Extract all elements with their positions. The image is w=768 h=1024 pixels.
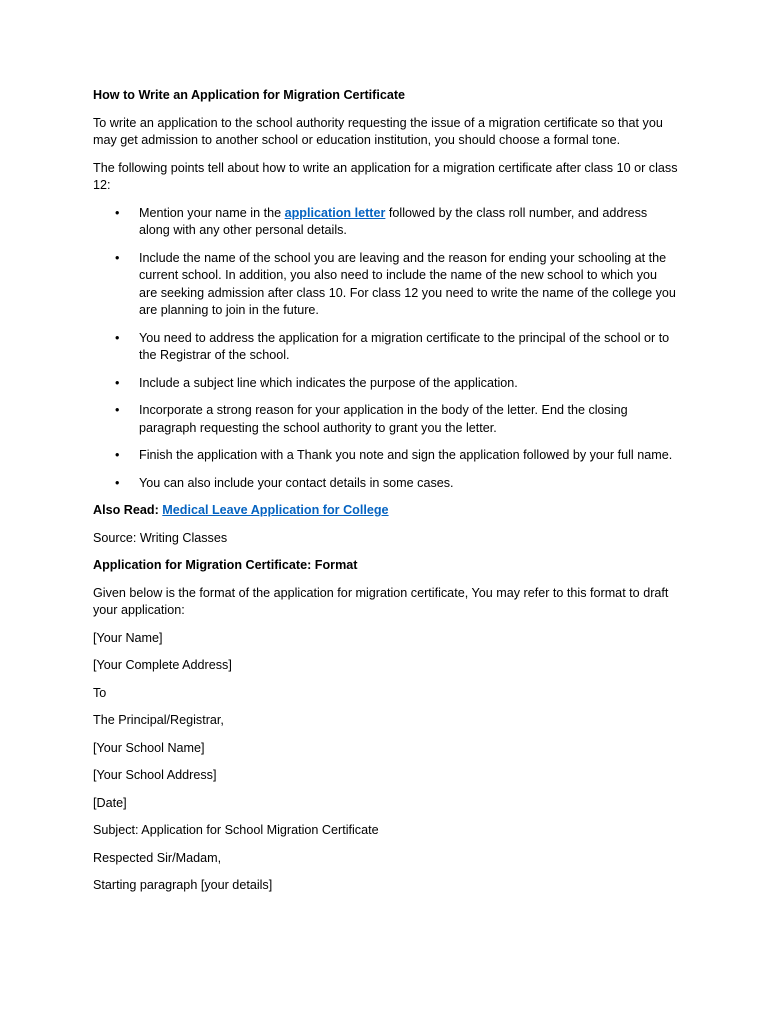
bullet-icon: • xyxy=(115,250,120,265)
format-line-name: [Your Name] xyxy=(93,630,163,645)
bullet-icon: • xyxy=(115,448,120,462)
list-item xyxy=(115,205,678,240)
list-item xyxy=(115,402,678,437)
format-line-school-name: [Your School Name] xyxy=(93,740,205,755)
format-line-to: To xyxy=(93,685,107,700)
source-line: Source: Writing Classes xyxy=(93,530,228,545)
list-item-text: followed by the class roll number, and address along with any other personal details. xyxy=(139,205,648,237)
list-item-text: Mention your name in the xyxy=(139,205,285,220)
list-item xyxy=(115,375,678,393)
list-item-text: Include a subject line which indicates the purpose of the application. xyxy=(139,375,518,390)
also-read-label: Also Read: xyxy=(93,503,163,517)
list-item xyxy=(115,475,678,493)
list-item-text: You can also include your contact details in some cases. xyxy=(139,475,454,490)
list-item xyxy=(115,330,678,365)
format-line-starting-paragraph: Starting paragraph [your details] xyxy=(93,878,273,892)
application-letter-link[interactable]: application letter xyxy=(284,205,386,220)
bullet-icon: • xyxy=(115,475,120,490)
also-read-line xyxy=(93,502,678,520)
document-page xyxy=(93,87,678,905)
medical-leave-link[interactable]: Medical Leave Application for College xyxy=(162,503,389,517)
format-line-address: [Your Complete Address] xyxy=(93,658,232,672)
points-list xyxy=(93,205,678,493)
list-item-text: Finish the application with a Thank you note and sign the application followed by your full name. xyxy=(139,448,673,462)
bullet-icon: • xyxy=(115,403,120,417)
format-line-date: [Date] xyxy=(93,795,127,810)
list-item-text: You need to address the application for a migration certificate to the principal of the school or to the Registrar of the school. xyxy=(139,330,670,362)
list-item xyxy=(115,447,678,465)
format-line-subject: Subject: Application for School Migration Certificate xyxy=(93,823,379,837)
intro-paragraph: To write an application to the school authority requesting the issue of a migration certificate so that you may get admission to another school or education institution, you should choose a formal tone. xyxy=(93,115,663,147)
list-item-text: Include the name of the school you are leaving and the reason for ending your schooling at the current school. In addition, you also need to include the name of the new school to which you are seeking admission after class 10. For class 12 you need to write the name of the college you are planning to join in the future. xyxy=(139,250,676,317)
bullet-icon: • xyxy=(115,330,120,345)
points-intro-paragraph: The following points tell about how to write an application for a migration certificate after class 10 or class 12: xyxy=(93,160,678,192)
bullet-icon: • xyxy=(115,205,120,220)
list-item xyxy=(115,250,678,320)
format-heading: Application for Migration Certificate: Format xyxy=(93,558,358,572)
bullet-icon: • xyxy=(115,375,120,390)
list-item-text: Incorporate a strong reason for your application in the body of the letter. End the closing paragraph requesting the school authority to grant you the letter. xyxy=(139,403,628,435)
format-line-principal: The Principal/Registrar, xyxy=(93,713,224,727)
format-line-school-address: [Your School Address] xyxy=(93,768,217,782)
article-title: How to Write an Application for Migration Certificate xyxy=(93,88,406,102)
format-line-salutation: Respected Sir/Madam, xyxy=(93,850,222,865)
format-intro-paragraph: Given below is the format of the application for migration certificate, You may refer to this format to draft your application: xyxy=(93,585,669,617)
